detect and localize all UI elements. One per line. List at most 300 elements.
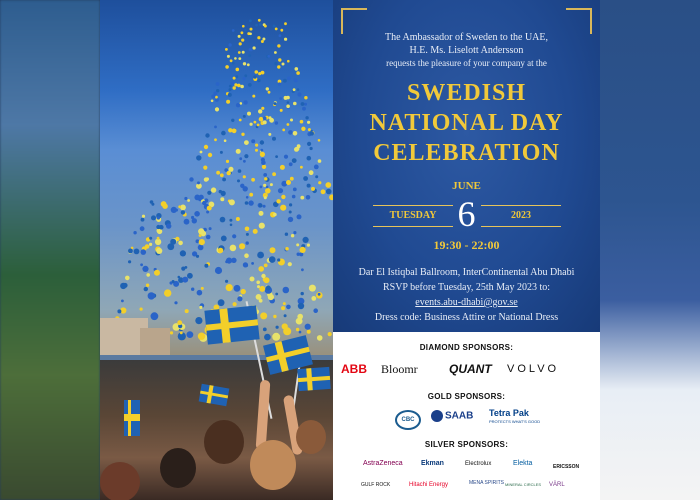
balloon [232,62,235,65]
balloon [221,131,226,136]
balloon [146,284,149,287]
balloon [229,199,235,205]
balloon [228,93,232,97]
balloon [266,186,269,189]
balloon [241,39,244,42]
balloon [283,79,287,83]
balloon [301,127,305,131]
balloon [282,129,285,132]
balloon [300,247,306,253]
balloon [293,131,298,136]
balloon [222,178,226,182]
balloon [144,287,148,291]
balloon [211,100,214,103]
balloon [140,308,143,311]
balloon [233,302,237,306]
rsvp-email-link[interactable]: events.abu-dhabi@gov.se [415,297,518,308]
balloon [238,57,241,60]
title-line-1: SWEDISH [406,80,527,106]
silver-sponsors-heading: SILVER SPONSORS: [424,440,509,449]
balloon [263,328,267,332]
balloon [142,215,145,218]
balloon [260,186,263,189]
balloon [157,237,160,240]
swedish-flag [204,305,259,344]
balloon [285,233,288,236]
balloon [314,165,319,170]
balloon [290,177,294,181]
balloon [258,109,262,113]
balloon [226,258,232,264]
balloon [209,227,212,230]
balloon [253,229,258,234]
balloon [187,331,194,338]
balloon [155,239,161,245]
balloon [258,266,264,272]
balloon [238,35,241,38]
balloon [225,48,228,51]
host-name: H.E. Ms. Liselott Andersson [409,45,524,56]
balloon [149,237,152,240]
balloon [287,101,290,104]
balloon [140,263,143,266]
balloon [310,131,314,135]
title-line-2: NATIONAL DAY [369,110,564,136]
balloon [226,100,230,104]
balloon [225,280,228,283]
balloon [227,55,230,58]
balloon [255,144,258,147]
balloon [244,154,248,158]
balloon [203,166,207,170]
balloon [259,117,264,122]
balloon [243,77,246,80]
gulf-rock-logo: GULF ROCK [361,482,391,488]
balloon [317,335,323,341]
balloon [295,67,299,71]
balloon [246,241,249,244]
balloon [318,293,321,296]
balloon [243,160,246,163]
balloon [259,223,265,229]
balloon [275,293,278,296]
balloon [206,235,211,240]
balloon [174,301,177,304]
balloon [198,333,205,340]
event-day: 6 [457,194,476,234]
balloon [180,205,186,211]
balloon [272,333,280,341]
balloon [232,234,236,238]
balloon [243,262,248,267]
balloon [297,214,302,219]
dress-code: Dress code: Business Attire or National Dress [374,312,559,323]
person-head [100,462,140,500]
balloon [218,248,223,253]
ornament-corner [341,8,367,34]
balloon [307,184,311,188]
balloon [234,57,237,60]
balloon [299,331,302,334]
balloon [278,188,283,193]
balloon [286,305,291,310]
balloon [279,97,282,100]
person-head [250,440,296,490]
balloon [220,151,223,154]
balloon [202,201,206,205]
balloon [275,121,278,124]
balloon [262,38,265,41]
balloon [236,103,240,107]
balloon [220,173,224,177]
balloon [248,83,252,87]
blurred-background-right [600,0,700,500]
balloon [284,96,288,100]
balloon [296,328,299,331]
balloon [172,280,175,283]
person-head [204,420,244,464]
balloon [213,91,217,95]
balloon [296,71,300,75]
electrolux-logo: Electrolux [465,461,492,467]
balloon [251,178,255,182]
balloon [243,115,246,118]
elekta-logo: Elekta [513,460,533,467]
balloon [184,197,187,200]
balloon [283,302,286,305]
balloon [189,177,193,181]
balloon [268,133,271,136]
balloon [239,119,242,122]
saab-emblem-icon [431,410,443,422]
balloon [238,169,242,173]
balloon [305,324,311,330]
balloon [156,225,160,229]
balloon [241,31,244,34]
balloon [309,170,314,175]
title-line-3: CELEBRATION [373,140,560,166]
balloon [297,314,303,320]
balloon [125,276,130,281]
balloon [300,120,304,124]
swedish-flag [124,400,140,436]
balloon [263,173,267,177]
balloon [294,78,297,81]
balloon [255,70,259,74]
balloon [254,121,257,124]
saab-logo [431,410,473,422]
balloon [229,88,232,91]
balloon [184,219,190,225]
balloon [261,107,264,110]
balloon [287,77,291,81]
balloon [251,262,254,265]
balloon [261,71,265,75]
balloon [297,88,300,91]
balloon [226,160,229,163]
balloon [261,274,265,278]
balloon [259,23,262,26]
balloon [264,177,267,180]
balloon [268,91,271,94]
balloon [232,128,237,133]
balloon [187,199,190,202]
balloon [232,29,235,32]
balloon [248,54,251,57]
balloon [238,51,241,54]
balloon [117,309,121,313]
balloon [321,189,326,194]
balloon [269,256,276,263]
balloon [303,237,309,243]
balloon [285,247,289,251]
balloon [145,244,150,249]
balloon [231,82,235,86]
balloon [280,29,283,32]
balloon [234,285,241,292]
balloon [264,334,271,341]
balloon [221,236,227,242]
balloon [260,149,263,152]
balloon [229,85,232,88]
balloon [262,165,266,169]
balloon [236,68,240,72]
balloon [195,317,202,324]
balloon [246,196,249,199]
balloon [318,159,322,163]
balloon [141,249,147,255]
balloon [239,243,245,249]
balloon [307,121,310,124]
balloon [185,309,189,313]
balloon [261,160,266,165]
balloon [194,211,200,217]
balloon [241,133,244,136]
balloon [237,179,240,182]
balloon [300,166,303,169]
balloon [233,77,236,80]
balloon [291,234,294,237]
balloon [270,183,273,186]
balloon [245,227,250,232]
host-line: The Ambassador of Sweden to the UAE, [384,32,549,43]
divider [373,226,453,227]
balloon [297,92,301,96]
balloon [293,188,297,192]
balloon [307,142,311,146]
balloon [225,65,229,69]
quant-logo: QUANT [449,362,492,376]
venue: Dar El Istiqbal Ballroom, InterContinental Abu Dhabi [358,267,575,278]
balloon [278,82,281,85]
balloon [293,102,297,106]
balloon [268,294,274,300]
balloon [243,100,247,104]
balloon [260,140,264,144]
balloon [274,102,277,105]
balloon [230,59,233,62]
balloon [157,216,160,219]
balloon [259,299,263,303]
balloon [207,191,211,195]
balloon [318,139,321,142]
event-year: 2023 [511,210,531,221]
balloon [288,130,293,135]
balloon [218,299,225,306]
balloon [255,24,258,27]
balloon [215,96,218,99]
balloon [204,264,208,268]
balloon [215,267,222,274]
tetra-pak-tagline: PROTECTS WHAT'S GOOD [489,419,541,424]
balloon [170,331,173,334]
event-time: 19:30 - 22:00 [433,238,500,252]
balloon [149,243,152,246]
balloon [263,120,267,124]
balloon [198,228,204,234]
balloon [242,25,245,28]
balloon [178,241,183,246]
saab-wordmark: SAAB [445,410,474,422]
balloon [289,211,292,214]
balloon [201,287,204,290]
balloon [264,196,267,199]
balloon [307,244,310,247]
balloon [315,175,318,178]
balloon [206,177,209,180]
balloon [283,287,290,294]
balloon [151,203,154,206]
balloon [267,55,270,58]
balloon [236,217,240,221]
balloon [249,19,252,22]
divider [481,226,561,227]
balloon [237,84,241,88]
balloon [239,157,242,160]
balloon [148,292,155,299]
balloon [182,277,188,283]
balloon [140,226,145,231]
balloon [311,296,316,301]
balloon [214,138,217,141]
balloon [257,36,260,39]
balloon [243,186,248,191]
balloon [257,79,260,82]
balloon [142,266,148,272]
balloon [289,162,293,166]
balloon [308,128,311,131]
balloon [270,44,273,47]
balloon [309,285,316,292]
person-head [160,448,196,488]
balloon [328,332,332,336]
balloon [276,199,280,203]
balloon [266,286,271,291]
balloon [230,224,233,227]
balloon [249,193,253,197]
balloon [233,86,236,89]
balloon [198,245,204,251]
rsvp-line: RSVP before Tuesday, 25th May 2023 to: [382,282,551,293]
balloon [286,105,290,109]
balloon [199,306,202,309]
balloon [205,133,209,137]
balloon [273,213,277,217]
balloon [243,62,246,65]
balloon [231,119,234,122]
balloon [244,253,249,258]
balloon [237,296,242,301]
balloon [162,204,167,209]
balloon [141,218,145,222]
balloon [252,95,255,98]
balloon [293,88,296,91]
balloon [245,201,249,205]
balloon [200,151,203,154]
balloon [289,203,292,206]
balloon [226,284,233,291]
balloon [280,205,286,211]
balloon [199,239,205,245]
balloon [229,167,234,172]
balloon [128,260,131,263]
balloon [251,139,255,143]
balloon [197,290,203,296]
balloon [292,195,296,199]
balloon [211,187,216,192]
balloon [133,231,136,234]
balloon [266,87,269,90]
balloon [263,184,266,187]
balloon [260,312,267,319]
volvo-logo: VOLVO [507,363,560,375]
balloon [199,195,204,200]
balloon [318,181,321,184]
balloon [256,281,260,285]
ornament-corner [566,8,592,34]
balloon [216,171,220,175]
balloon [274,51,277,54]
sponsors-section [333,332,600,500]
balloon [310,147,313,150]
balloon [234,83,237,86]
balloon [208,153,212,157]
balloon [313,308,318,313]
balloon [277,44,280,47]
blurred-background-left [0,0,100,500]
balloon [311,187,315,191]
balloon [257,124,260,127]
balloon [299,252,303,256]
balloon [120,283,126,289]
balloon [244,140,249,145]
balloon [196,155,201,160]
balloon [170,239,176,245]
balloon [224,139,227,142]
event-weekday: TUESDAY [389,210,437,221]
balloon [248,200,253,205]
balloon [197,181,200,184]
balloon [301,268,304,271]
balloon [180,332,183,335]
balloon [259,211,264,216]
balloon [164,289,171,296]
balloon [293,231,296,234]
balloon [249,35,252,38]
ekman-logo: Ekman [421,460,444,467]
balloon [196,239,200,243]
balloon [187,273,193,279]
